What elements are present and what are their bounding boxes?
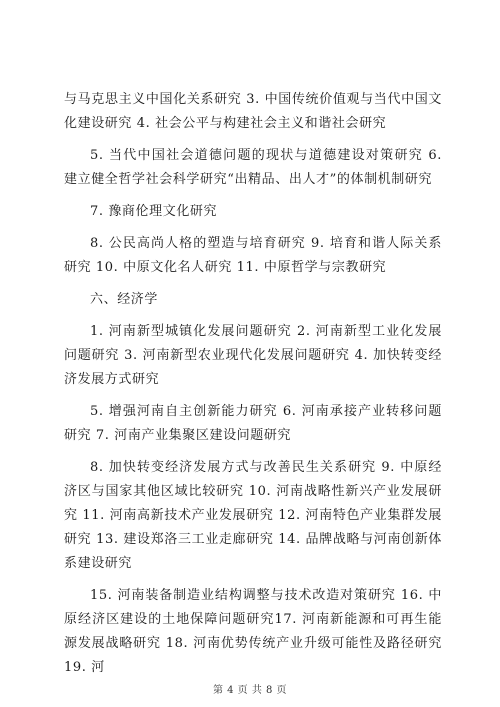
paragraph-continuation: 与马克思主义中国化关系研究 3. 中国传统价值观与当代中国文化建设研究 4. 社会公平与构建社会主义和谐社会研究 — [64, 92, 442, 131]
paragraph-econ-items-15-19: 15. 河南装备制造业结构调整与技术改造对策研究 16. 中原经济区建设的土地保障问题研究17. 河南新能源和可再生能源发展战略研究 18. 河南优势传统产业升级可能性及路径研究 19. 河 — [64, 588, 442, 675]
paragraph-econ-items-1-4: 1. 河南新型城镇化发展问题研究 2. 河南新型工业化发展问题研究 3. 河南新型农业现代化发展问题研究 4. 加快转变经济发展方式研究 — [64, 324, 442, 387]
paragraph-items-5-6: 5. 当代中国社会道德问题的现状与道德建设对策研究 6. 建立健全哲学社会科学研究“出精品、出人才”的体制机制研究 — [64, 148, 442, 187]
paragraph-items-8-11: 8. 公民高尚人格的塑造与培育研究 9. 培育和谐人际关系研究 10. 中原文化名人研究 11. 中原哲学与宗教研究 — [64, 236, 442, 275]
section-heading-economics: 六、经济学 — [90, 292, 159, 307]
paragraph-econ-items-5-7: 5. 增强河南自主创新能力研究 6. 河南承接产业转移问题研究 7. 河南产业集聚区建设问题研究 — [64, 404, 442, 443]
paragraph-item-7: 7. 豫商伦理文化研究 — [90, 204, 218, 219]
page-body — [64, 88, 442, 688]
page-footer: 第 4 页 共 8 页 — [212, 685, 288, 696]
paragraph-econ-items-8-14: 8. 加快转变经济发展方式与改善民生关系研究 9. 中原经济区与国家其他区域比较研究 10. 河南战略性新兴产业发展研究 11. 河南高新技术产业发展研究 12. 河南特色产业集群发展研究 13. 建设郑洛三工业走廊研究 14. 品牌战略与河南创新体系建设研究 — [64, 460, 442, 571]
